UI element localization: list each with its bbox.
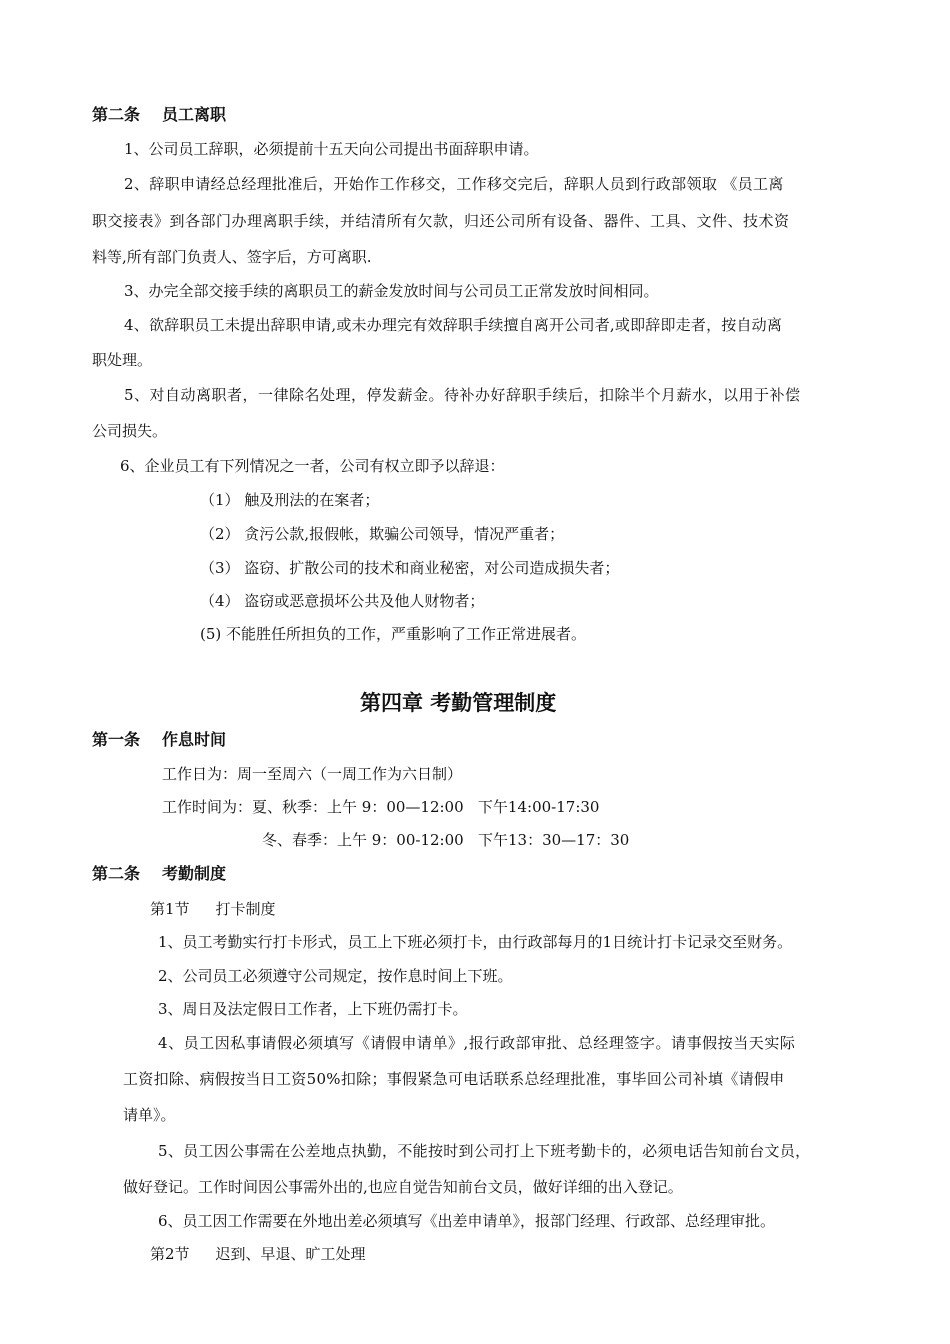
article-title: 考勤制度 — [162, 864, 227, 883]
rule-item-line: 请单》。 — [123, 1106, 176, 1124]
list-item: （3） 盗窃、扩散公司的技术和商业秘密，对公司造成损失者； — [200, 559, 620, 577]
article-heading — [92, 105, 226, 125]
article-heading — [92, 864, 226, 884]
section-heading — [150, 899, 276, 919]
article-heading — [92, 730, 226, 750]
section-number: 第2节 — [150, 1245, 190, 1263]
rule-item: 1、员工考勤实行打卡形式，员工上下班必须打卡，由行政部每月的1日统计打卡记录交至财务。 — [158, 933, 793, 951]
section-title: 迟到、早退、旷工处理 — [215, 1245, 366, 1263]
article-title: 作息时间 — [162, 730, 227, 749]
section-heading — [150, 1244, 366, 1264]
article-number: 第一条 — [92, 730, 141, 749]
article-number: 第二条 — [92, 864, 141, 883]
paragraph-line: 2、辞职申请经总经理批准后，开始作工作移交，工作移交完后，辞职人员到行政部领取 《员工离 — [124, 175, 784, 193]
paragraph-line: 职交接表》到各部门办理离职手续，并结清所有欠款，归还公司所有设备、器件、工具、文件、技术资 — [92, 212, 790, 230]
section-number: 第1节 — [150, 900, 190, 918]
rule-item-line: 4、员工因私事请假必须填写《请假申请单》,报行政部审批、总经理签字。请事假按当天实际 — [158, 1034, 796, 1052]
list-item: （1） 触及刑法的在案者； — [200, 491, 380, 509]
article-title: 员工离职 — [162, 105, 227, 124]
worktime-winter-spring: 冬、春季：上午 9：00-12:00 下午13：30—17：30 — [262, 831, 630, 849]
rule-item: 2、公司员工必须遵守公司规定，按作息时间上下班。 — [158, 967, 513, 985]
paragraph: 3、办完全部交接手续的离职员工的薪金发放时间与公司员工正常发放时间相同。 — [124, 282, 659, 300]
chapter-title: 第四章 考勤管理制度 — [360, 691, 557, 715]
rule-item-line: 做好登记。工作时间因公事需外出的,也应自觉告知前台文员，做好详细的出入登记。 — [123, 1178, 683, 1196]
paragraph-line: 4、欲辞职员工未提出辞职申请,或未办理完有效辞职手续擅自离开公司者,或即辞即走者，按自动离 — [124, 316, 783, 334]
paragraph: 6、企业员工有下列情况之一者，公司有权立即予以辞退： — [120, 457, 505, 475]
list-item: （4） 盗窃或恶意损坏公共及他人财物者； — [200, 592, 485, 610]
worktime-summer-autumn: 工作时间为：夏、秋季：上午 9：00—12:00 下午14:00-17:30 — [162, 798, 600, 816]
rule-item: 6、员工因工作需要在外地出差必须填写《出差申请单》，报部门经理、行政部、总经理审批。 — [158, 1212, 776, 1230]
paragraph-line: 料等,所有部门负责人、签字后，方可离职. — [92, 248, 372, 266]
workdays-text: 工作日为：周一至周六（一周工作为六日制） — [162, 765, 463, 783]
list-item: (5) 不能胜任所担负的工作，严重影响了工作正常进展者。 — [200, 625, 587, 643]
article-number: 第二条 — [92, 105, 141, 124]
paragraph-line: 职处理。 — [92, 351, 153, 369]
paragraph-line: 公司损失。 — [92, 422, 168, 440]
rule-item: 3、周日及法定假日工作者，上下班仍需打卡。 — [158, 1000, 468, 1018]
paragraph: 1、公司员工辞职，必须提前十五天向公司提出书面辞职申请。 — [124, 140, 539, 158]
rule-item-line: 5、员工因公事需在公差地点执勤，不能按时到公司打上下班考勤卡的，必须电话告知前台文员， — [158, 1142, 811, 1160]
list-item: （2） 贪污公款,报假帐，欺骗公司领导，情况严重者； — [200, 525, 565, 543]
rule-item-line: 工资扣除、病假按当日工资50%扣除；事假紧急可电话联系总经理批准，事毕回公司补填《请假申 — [123, 1070, 785, 1088]
section-title: 打卡制度 — [215, 900, 276, 918]
paragraph-line: 5、对自动离职者，一律除名处理，停发薪金。待补办好辞职手续后，扣除半个月薪水，以用于补偿 — [124, 386, 801, 404]
